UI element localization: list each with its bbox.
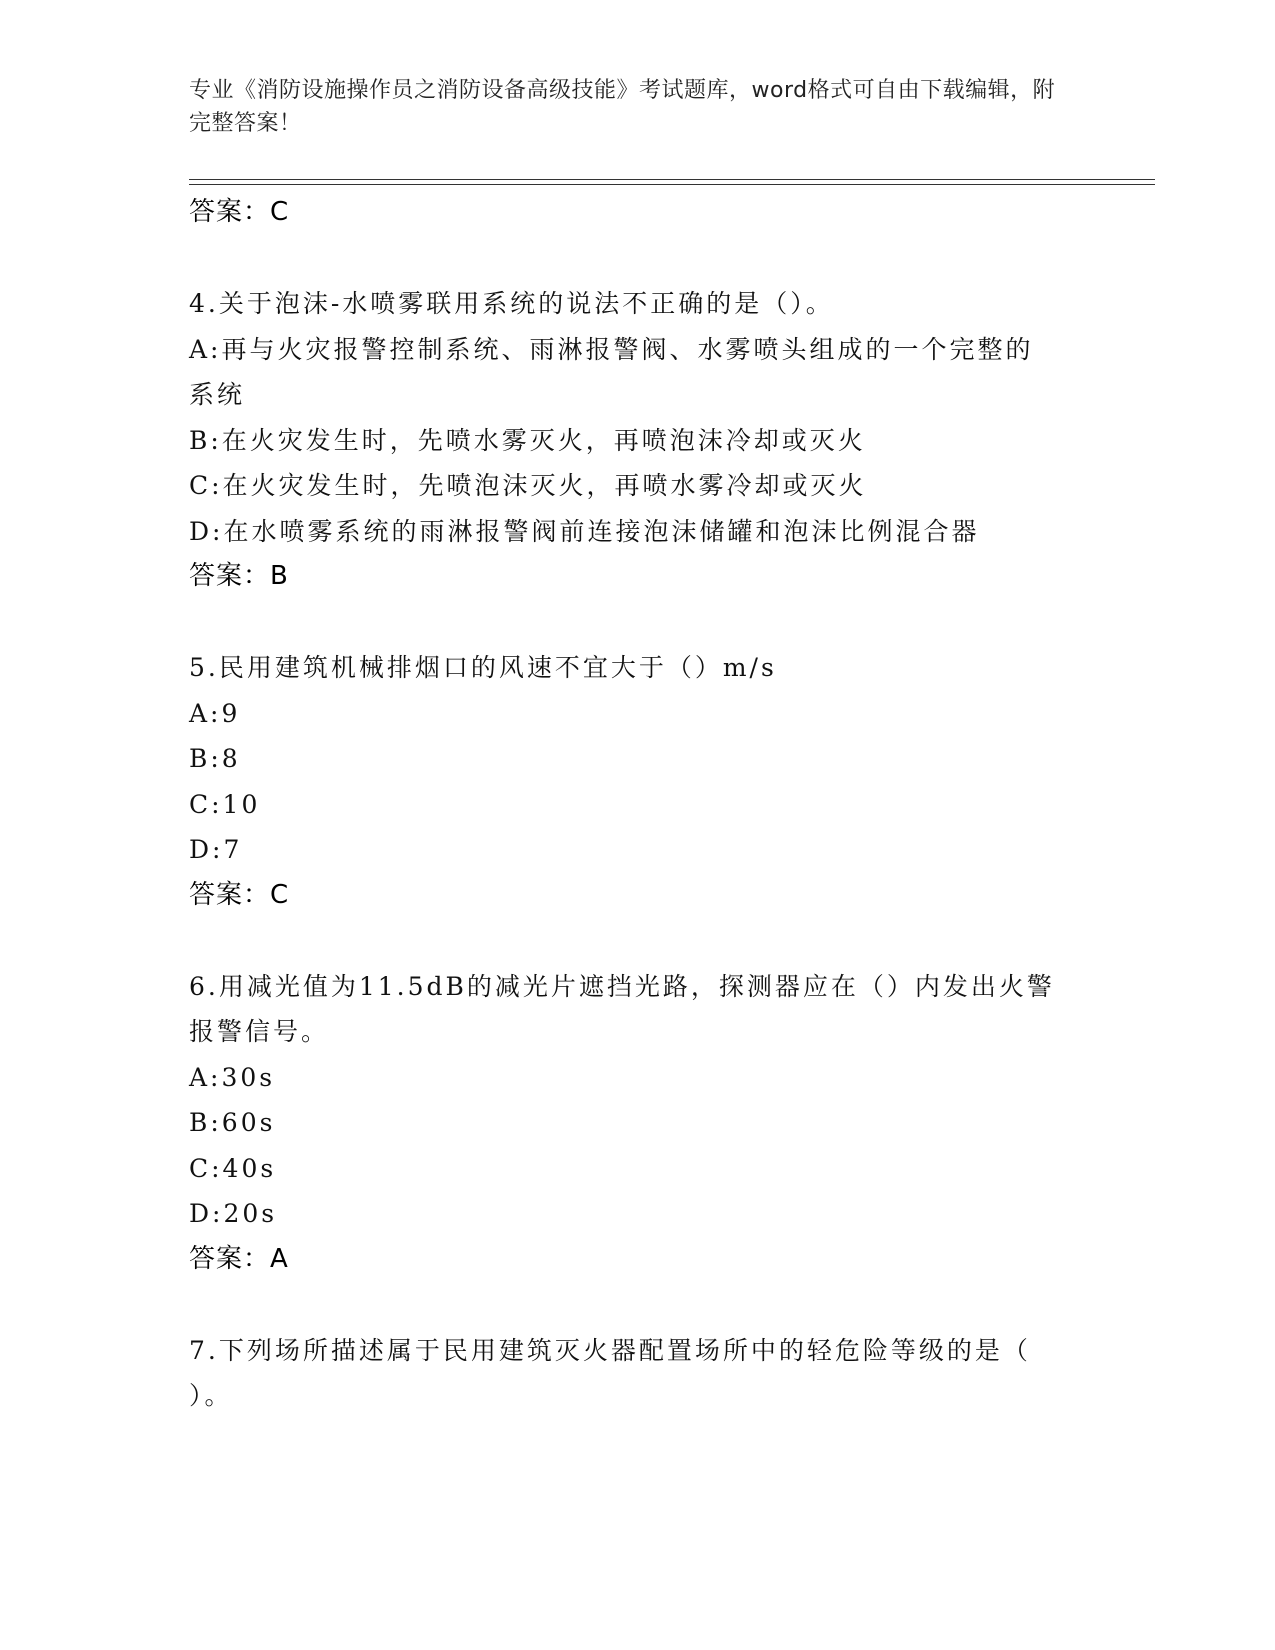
header-note: 专业《消防设施操作员之消防设备高级技能》考试题库，word格式可自由下载编辑，附完整答案！ <box>189 78 1056 136</box>
spacer <box>189 1282 1089 1328</box>
spacer <box>189 236 1089 282</box>
question-stem: 4.关于泡沫-水喷雾联用系统的说法不正确的是（）。 <box>189 289 834 318</box>
header-divider-thin <box>189 184 1155 185</box>
option-b: B:8 <box>189 744 241 773</box>
option-b: B:60s <box>189 1108 276 1137</box>
question-stem-continued: 报警信号。 <box>189 1017 330 1046</box>
header-divider <box>189 179 1155 180</box>
option-a: A:再与火灾报警控制系统、雨淋报警阀、水雾喷头组成的一个完整的 <box>189 334 1034 364</box>
option-a-continued: 系统 <box>189 380 246 409</box>
answer-line: 答案：C <box>189 197 290 227</box>
question-block <box>189 645 1089 918</box>
option-d: D:在水喷雾系统的雨淋报警阀前连接泡沫储罐和泡沫比例混合器 <box>189 516 980 546</box>
answer-line: 答案：C <box>189 879 290 910</box>
question-stem: 6.用减光值为11.5dB的减光片遮挡光路，探测器应在（）内发出火警 <box>189 971 1055 1001</box>
spacer <box>189 918 1089 964</box>
spacer <box>189 600 1089 646</box>
option-c: C:10 <box>189 789 261 819</box>
question-list <box>189 190 1089 1419</box>
question-stem-continued: ）。 <box>189 1381 233 1410</box>
question-stem: 7.下列场所描述属于民用建筑灭火器配置场所中的轻危险等级的是（ <box>189 1335 1031 1365</box>
question-block <box>189 281 1089 600</box>
option-c: C:40s <box>189 1153 277 1183</box>
option-d: D:7 <box>189 835 243 864</box>
option-a: A:30s <box>189 1062 276 1092</box>
option-a: A:9 <box>189 698 241 728</box>
answer-line: 答案：A <box>189 1243 289 1274</box>
question-stem: 5.民用建筑机械排烟口的风速不宜大于（）m/s <box>189 653 777 682</box>
question-block <box>189 1328 1089 1419</box>
answer-line: 答案：B <box>189 561 289 591</box>
option-b: B:在火灾发生时，先喷水雾灭火，再喷泡沫冷却或灭火 <box>189 425 866 455</box>
option-d: D:20s <box>189 1199 278 1228</box>
option-c: C:在火灾发生时，先喷泡沫灭火，再喷水雾冷却或灭火 <box>189 471 867 500</box>
question-block <box>189 964 1089 1283</box>
